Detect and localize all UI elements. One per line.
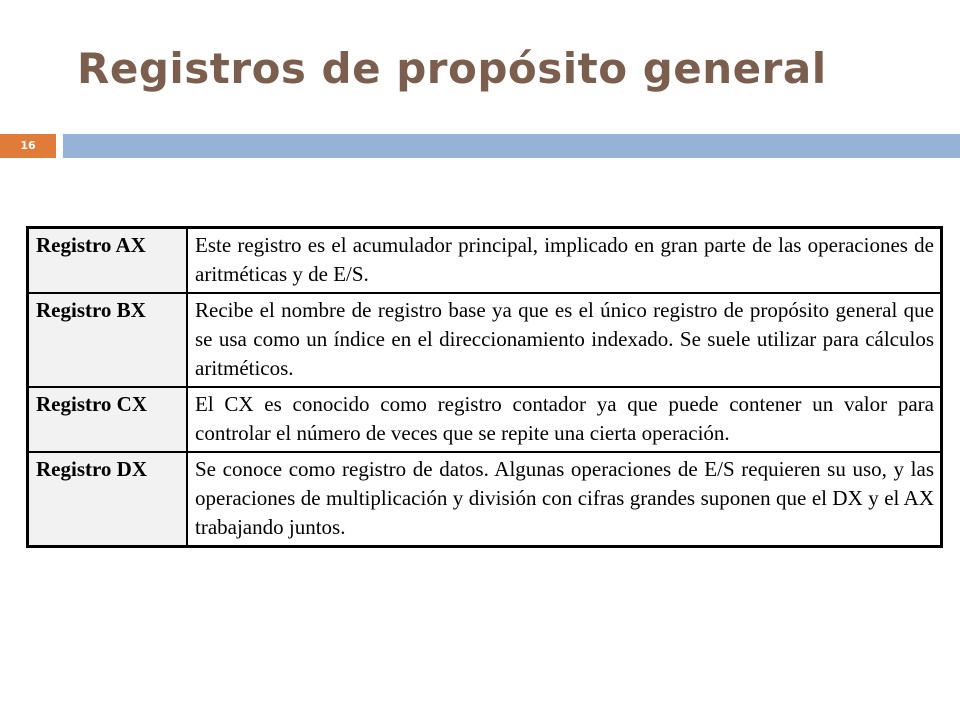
register-description-cell: Recibe el nombre de registro base ya que es el único registro de propósito general que se usa como un índice en el direccionamiento indexado. Se suele utilizar para cálculos aritméticos. <box>187 293 942 387</box>
register-name-cell: Registro CX <box>28 387 188 452</box>
register-description-cell: Se conoce como registro de datos. Algunas operaciones de E/S requieren su uso, y las operaciones de multiplicación y división con cifras grandes suponen que el DX y el AX trabajando juntos. <box>187 452 942 547</box>
register-description-cell: El CX es conocido como registro contador ya que puede contener un valor para controlar el número de veces que se repite una cierta operación. <box>187 387 942 452</box>
table-row <box>28 293 942 387</box>
registers-table <box>26 226 943 548</box>
page-title: Registros de propósito general <box>77 44 827 93</box>
register-name-cell: Registro DX <box>28 452 188 547</box>
title-divider-bar <box>63 134 960 158</box>
slide-number-badge: 16 <box>0 134 56 158</box>
register-description-cell: Este registro es el acumulador principal, implicado en gran parte de las operaciones de aritméticas y de E/S. <box>187 228 942 294</box>
register-name-cell: Registro AX <box>28 228 188 294</box>
table-row <box>28 387 942 452</box>
table-row <box>28 452 942 547</box>
table-row <box>28 228 942 294</box>
register-name-cell: Registro BX <box>28 293 188 387</box>
